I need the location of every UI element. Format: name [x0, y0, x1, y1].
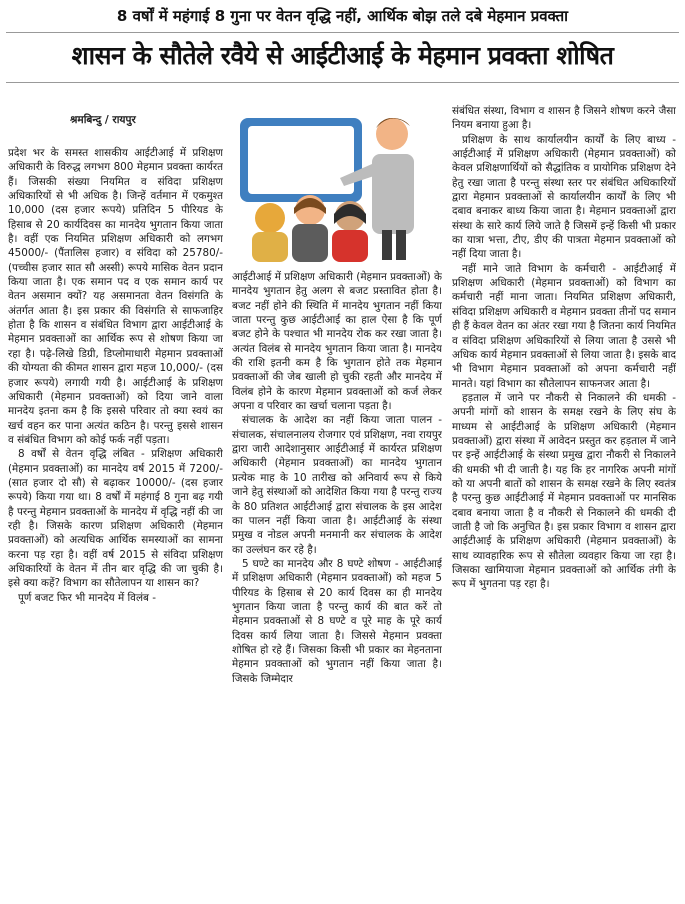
byline: श्रमबिन्दु / रायपुर — [70, 114, 136, 126]
classroom-lecture-icon — [232, 104, 442, 264]
main-headline: शासन के सौतेले रवैये से आईटीआई के मेहमान प्रवक्ता शोषित — [71, 41, 614, 70]
paragraph: 5 घण्टे का मानदेय और 8 घण्टे शोषण - आईटीआई में प्रशिक्षण अधिकारी (मेहमान प्रवक्ताओं) को महज 5 पीरियड के हिसाब से 20 कार्य दिवस का ही मानदेय भुगतान किया जाता है परन्तु कार्य की बात करें तो मेहमान प्रवक्ताओं से 8 घण्टे व पूरे माह के पूरे कार्य दिवस कार्य लिया जाता है। जिससे मेहमान प्रवक्ता शोषित हो रहे हैं। जिसका किसी भी प्रकार का मेहनताना मेहमान प्रवक्ताओं को भुगतान नहीं किया जाता है। जिसके जिम्मेदार — [232, 557, 442, 685]
paragraph: संचालक के आदेश का नहीं किया जाता पालन - संचालक, संचालनालय रोजगार एवं प्रशिक्षण, नवा रायपुर द्वारा जारी आदेशानुसार आईटीआई में कार्यरत प्रशिक्षण अधिकारी (मेहमान प्रवक्ताओं) का मानदेय भुगतान प्रत्येक माह के 10 तारीख को अनिवार्य रूप से किये जाने हेतु संस्थाओं को आदेशित किया गया है परन्तु राज्य के 80 प्रतिशत आईटीआई द्वारा संचालक के इस आदेश का पालन नहीं किया जाता है। आईटीआई के संस्था प्रमुख व नोडल अपनी मनमानी कर संचालक के आदेश का उल्लंघन कर रहे है। — [232, 414, 442, 556]
paragraph: 8 वर्षों से वेतन वृद्धि लंबित - प्रशिक्षण अधिकारी (मेहमान प्रवक्ताओं) का मानदेय वर्ष 2015 में 7200/-(सात हजार दो सौ) से बढ़ाकर 10000/- (दस हजार रूपये) किया गया था। 8 वर्षों में महंगाई 8 गुना बढ़ गयी है परन्तु मेहमान प्रवक्ताओं के मानदेय में वृद्धि नहीं की जा रही है। जिसके कारण प्रशिक्षण अधिकारी (मेहमान प्रवक्ताओं) को अत्यधिक आर्थिक समस्याओं का सामना करना पड़ रहा है। वहीं वर्ष 2015 से संविदा प्रशिक्षण अधिकारियों के वेतन में तीन बार वृद्धि की जा चुकी है। इसे क्या कहें? विभाग का सौतेलापन या शासन का? — [8, 448, 223, 590]
article-column-2 — [232, 270, 442, 894]
kicker-headline: 8 वर्षों में महंगाई 8 गुना पर वेतन वृद्धि नहीं, आर्थिक बोझ तले दबे मेहमान प्रवक्ता — [116, 7, 569, 25]
divider — [6, 82, 679, 83]
divider — [6, 32, 679, 33]
article-column-1 — [8, 146, 223, 894]
paragraph: संबंधित संस्था, विभाग व शासन है जिसने शोषण करने जैसा नियम बनाया हुआ है। — [452, 105, 676, 132]
paragraph: पूर्ण बजट फिर भी मानदेय में विलंब - — [18, 591, 156, 604]
paragraph: नहीं माने जाते विभाग के कर्मचारी - आईटीआई में प्रशिक्षण अधिकारी (मेहमान प्रवक्ताओं) को विभाग का कर्मचारी नहीं माना जाता। नियमित प्रशिक्षण अधिकारी, संविदा प्रशिक्षण अधिकारी व मेहमान प्रवक्ता तीनों पद समान ही हैं केवल वेतन का अंतर रखा गया है जितना कार्य नियमित व संविदा प्रशिक्षण अधिकारियों से लिया जाता है उससे भी अधिक कार्य मेहमान प्रवक्ताओं से लिया जाता है। इसके बाद भी विभाग मेहमान प्रवक्ताओं को अपना कर्मचारी नहीं मानते। यहां विभाग का सौतेलापन साफनजर आता है। — [452, 262, 676, 390]
paragraph: प्रदेश भर के समस्त शासकीय आईटीआई में प्रशिक्षण अधिकारी के विरुद्ध लगभग 800 मेहमान प्रवक्ता कार्यरत हैं। जिसकी संख्या नियमित व संविदा प्रशिक्षण अधिकारियों से भी अधिक है। जिन्हें वर्तमान में एकमुश्त 10,000 (दस हजार रूपये) प्रतिदिन 5 पीरियड के हिसाब से 20 कार्यदिवस का मानदेय भुगतान किया जाता है। वहीं एक नियमित प्रशिक्षण अधिकारी को लगभग 45000/- (पैंतालिस हजार) व संविदा को 25780/- (पच्चीस हजार सात सौ अस्सी) रूपये मासिक वेतन प्रदान किया जाता है। एक समान पद व एक समान कार्य पर वेतन असमान क्यों? यह असमानता वेतन विसंगति के अंतर्गत आता है। इस प्रकार की विसंगति से साफजाहिर होता है कि शासन व संबंधित विभाग द्वारा आईटीआई के मेहमान प्रवक्ताओं का आर्थिक रूप से शोषण किया जा रहा है। पढ़े-लिखे डिग्री, डिप्लोमाधारी मेहमान प्रवक्ताओं की योग्यता की कीमत शासन द्वारा महज 10,000/- (दस हजार रूपये) लगायी गयी है। आईटीआई के प्रशिक्षण अधिकारी (मेहमान प्रवक्ताओं) को दिया जाने वाला मानदेय इतना कम है कि इससे परिवार तो क्या स्वयं का खर्च वहन कर पाना अत्यंत कठिन है। परन्तु इससे शासन व संबंधित विभाग को कोई फर्क नहीं पड़ता। — [8, 147, 223, 446]
student-head — [255, 203, 285, 233]
article-column-3 — [452, 104, 676, 894]
paragraph: प्रशिक्षण के साथ कार्यालयीन कार्यों के लिए बाध्य - आईटीआई में प्रशिक्षण अधिकारी (मेहमान प्रवक्ताओं) को केवल प्रशिक्षणार्थियों को सैद्धांतिक व प्रायोगिक प्रशिक्षण देने हेतु रखा जाता है परन्तु संस्था स्तर पर संबंधित अधिकारियों द्वारा मेहमान प्रवक्ताओं से कार्यालयीन कार्यों के लिए भी दबाव बनाकर बाध्य किया जाता है। मेहमान प्रवक्ताओं द्वारा संस्था के सारे कार्य लिये जाते है जिसमें इन्हें किसी भी प्रकार का यात्रा भत्ता, टीए, डीए की पात्रता मेहमान प्रवक्ताओं को नहीं दिया जाता है। — [452, 133, 676, 261]
teacher-body — [372, 154, 414, 234]
board-screen — [248, 126, 354, 194]
paragraph: आईटीआई में प्रशिक्षण अधिकारी (मेहमान प्रवक्ताओं) के मानदेय भुगतान हेतु अलग से बजट प्रस्तावित होता है। बजट नहीं होने की स्थिति में मानदेय भुगतान नहीं किया जाता परन्तु कुछ आईटीआई का हाल ऐसा है कि पूर्ण बजट होने के पश्चात भी मानदेय रोक कर रखा जाता है। अत्यंत विलंब से मानदेय भुगतान किया जाता है। मानदेय की राशि इतनी कम है कि भुगतान होते तक मेहमान प्रवक्ताओं की जेब खाली हो चुकी रहती और मानदेय में विलंब होने के कारण मेहमान प्रवक्ताओं को कर्ज लेकर अपना व परिवार का खर्चा चलाना पड़ता है। — [232, 271, 442, 413]
paragraph: हड़ताल में जाने पर नौकरी से निकालने की धमकी - अपनी मांगों को शासन के समक्ष रखने के लिए संघ के माध्यम से आईटीआई के प्रशिक्षण अधिकारी (मेहमान प्रवक्ताओं) द्वारा संस्था में आवेदन प्रस्तुत कर हड़ताल में जाने पर इन्हें आईटीआई के संस्था प्रमुख द्वारा नौकरी से निकालने की धमकी भी दी जाती है। यह कि हर नागरिक अपनी मांगों को या अपनी बातों को शासन के समक्ष रखने के लिए स्वतंत्र है परन्तु कुछ आईटीआई में मेहमान प्रवक्ताओं पर मानसिक दबाव बनाया जाता है व नौकरी से निकालने की धमकी दी जाती है जो कि अनुचित है। इस प्रकार विभाग व शासन द्वारा आईटीआई के प्रशिक्षण अधिकारी (मेहमान प्रवक्ताओं) के साथ व्यावहारिक रूप से सौतेला व्यवहार किया जा रहा है। जिसका खामियाजा मेहमान प्रवक्ताओं को आर्थिक तंगी के रूप में भुगतना पड़ रहा है। — [452, 391, 676, 591]
